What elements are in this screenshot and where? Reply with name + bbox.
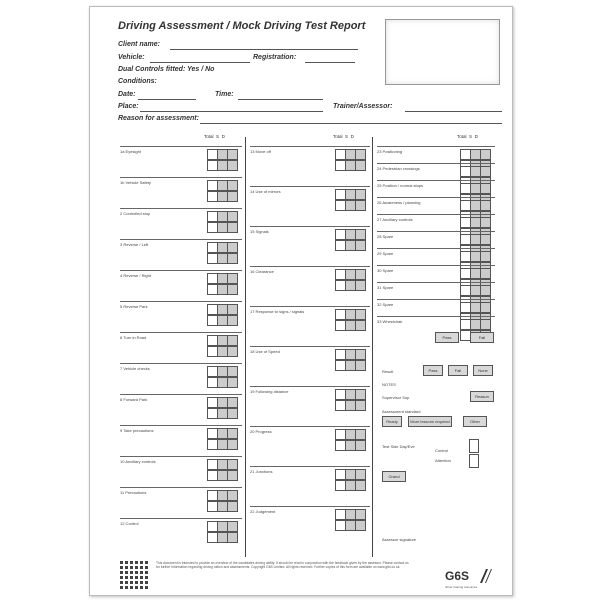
item-divider	[377, 299, 495, 300]
score-box-d[interactable]	[480, 149, 491, 160]
assessment-item-label: 13 Move off	[250, 149, 271, 154]
assessment-item-label: 19 Following distance	[250, 389, 289, 394]
score-box-d[interactable]	[227, 315, 238, 326]
item-divider	[377, 180, 495, 181]
item-divider	[120, 363, 242, 364]
assessment-item-label: 21 Junctions	[250, 469, 273, 474]
photo-box	[385, 19, 500, 85]
score-boxes	[461, 251, 491, 262]
assessment-item-label: 23 Positioning	[377, 149, 403, 154]
score-boxes	[461, 149, 491, 160]
assessment-item-label: 11 Precautions	[120, 490, 147, 495]
item-divider	[120, 518, 242, 519]
score-boxes	[336, 229, 366, 240]
score-boxes	[336, 280, 366, 291]
assessment-item-label: 17 Response to signs / signals	[250, 309, 305, 314]
score-boxes	[461, 166, 491, 177]
score-box-d[interactable]	[355, 309, 366, 320]
item-divider	[120, 456, 242, 457]
score-box-d[interactable]	[227, 335, 238, 346]
score-boxes	[336, 509, 366, 520]
trainer-field[interactable]	[405, 111, 502, 112]
dual-controls-label: Dual Controls fitted: Yes / No	[118, 66, 215, 73]
score-boxes	[461, 319, 491, 330]
score-box-d[interactable]	[355, 480, 366, 491]
footer-text: This document is intended to provide an overview of the candidates driving ability. It should be read in conjunction with the feedback given by the assessor. Please contact us for further information regarding driving tuition and assessments. Copyright G6S Limited. All rights reserved. Further copies of this form are available on www.g6s.co.uk	[156, 561, 409, 570]
score-box-d[interactable]	[480, 166, 491, 177]
item-divider	[120, 394, 242, 395]
score-boxes	[208, 180, 238, 191]
result-pass-button[interactable]: Pass	[423, 365, 443, 376]
column-divider	[372, 137, 373, 557]
score-boxes	[336, 400, 366, 411]
score-boxes	[461, 268, 491, 279]
score-boxes	[461, 200, 491, 211]
score-boxes	[336, 149, 366, 160]
score-box-d[interactable]	[227, 532, 238, 543]
item-divider	[377, 282, 495, 283]
score-boxes	[208, 149, 238, 160]
supervisor-label: Supervisor Sup	[382, 395, 410, 400]
registration-label: Registration:	[253, 54, 297, 61]
assessment-item-label: 32 Spare	[377, 302, 394, 307]
score-boxes	[336, 520, 366, 531]
qr-code	[120, 559, 150, 589]
score-boxes	[461, 234, 491, 245]
score-boxes	[208, 521, 238, 532]
item-divider	[377, 214, 495, 215]
control-label: Control	[435, 448, 448, 453]
score-box-d[interactable]	[355, 520, 366, 531]
item-divider	[250, 506, 370, 507]
score-box-d[interactable]	[355, 280, 366, 291]
score-box-d[interactable]	[227, 490, 238, 501]
place-label: Place:	[118, 103, 139, 110]
assessment-item-label: 25 Position / normal stops	[377, 183, 424, 188]
item-divider	[250, 346, 370, 347]
column-divider	[245, 137, 246, 557]
notes-label: NOTES	[382, 382, 396, 387]
client-name-label: Client name:	[118, 41, 161, 48]
assessment-item-label: 9 Take precautions	[120, 428, 154, 433]
time-label: Time:	[215, 91, 234, 98]
assessment-item-label: 8 Forward Park	[120, 397, 148, 402]
assessment-item-label: 24 Pedestrian crossings	[377, 166, 420, 171]
assessment-item-label: 15 Signals	[250, 229, 269, 234]
score-boxes	[208, 366, 238, 377]
score-box-d[interactable]	[355, 240, 366, 251]
score-boxes	[461, 285, 491, 296]
score-box-d[interactable]	[227, 470, 238, 481]
assessment-item-label: 27 Ancillary controls	[377, 217, 413, 222]
score-boxes	[336, 269, 366, 280]
ready-button[interactable]: Ready	[382, 416, 402, 427]
score-box-d[interactable]	[227, 191, 238, 202]
assessment-item-label: 28 Spare	[377, 234, 394, 239]
item-divider	[250, 306, 370, 307]
test-side-box[interactable]	[469, 439, 479, 453]
assessment-item-label: 2 Controlled stop	[120, 211, 151, 216]
item-divider	[120, 146, 242, 147]
score-boxes	[461, 183, 491, 194]
score-box-d[interactable]	[480, 251, 491, 262]
item-divider	[377, 231, 495, 232]
score-boxes	[208, 459, 238, 470]
score-boxes	[336, 429, 366, 440]
score-boxes	[336, 440, 366, 451]
score-box-d[interactable]	[480, 200, 491, 211]
score-box-d[interactable]	[227, 284, 238, 295]
result-fail-button[interactable]: Fail	[448, 365, 468, 376]
item-divider	[120, 487, 242, 488]
score-boxes	[336, 309, 366, 320]
score-box-d[interactable]	[355, 189, 366, 200]
assessment-item-label: 6 Turn in Road	[120, 335, 147, 340]
score-boxes	[208, 470, 238, 481]
item-divider	[377, 248, 495, 249]
assessment-standard-label: Assessment standard	[382, 409, 421, 414]
score-box-d[interactable]	[227, 222, 238, 233]
reason-field[interactable]	[200, 123, 502, 124]
score-boxes	[208, 160, 238, 171]
item-divider	[377, 146, 495, 147]
score-boxes	[336, 240, 366, 251]
col2-header: Total S D	[333, 134, 354, 139]
score-box-d[interactable]	[227, 377, 238, 388]
result-label: Result	[382, 369, 394, 374]
score-box-d[interactable]	[227, 253, 238, 264]
item-divider	[250, 226, 370, 227]
score-boxes	[336, 360, 366, 371]
assessment-item-label: 14 Use of mirrors	[250, 189, 281, 194]
assessment-item-label: 33 Wheelchair	[377, 319, 403, 324]
vehicle-label: Vehicle:	[118, 54, 145, 61]
score-boxes	[208, 397, 238, 408]
score-box-d[interactable]	[227, 242, 238, 253]
eco-pass-button[interactable]: Pass	[435, 332, 459, 343]
score-boxes	[336, 480, 366, 491]
score-box-d[interactable]	[355, 440, 366, 451]
registration-field[interactable]	[305, 62, 355, 63]
score-box-d[interactable]	[355, 160, 366, 171]
score-box-d[interactable]	[355, 389, 366, 400]
report-sheet	[89, 6, 513, 596]
assessment-item-label: 10 Ancillary controls	[120, 459, 156, 464]
assessment-item-label: 16 Clearance	[250, 269, 274, 274]
item-divider	[120, 177, 242, 178]
score-box-d[interactable]	[227, 501, 238, 512]
assessment-item-label: 29 Spare	[377, 251, 394, 256]
score-boxes	[208, 377, 238, 388]
item-divider	[250, 146, 370, 147]
col3-header: Total S D	[457, 134, 478, 139]
score-box-d[interactable]	[227, 521, 238, 532]
score-boxes	[336, 320, 366, 331]
score-box-d[interactable]	[227, 211, 238, 222]
time-field[interactable]	[238, 99, 323, 100]
assessment-item-label: 18 Use of Speed	[250, 349, 280, 354]
score-boxes	[336, 389, 366, 400]
score-box-d[interactable]	[227, 180, 238, 191]
date-label: Date:	[118, 91, 136, 98]
score-box-d[interactable]	[227, 346, 238, 357]
score-box-d[interactable]	[355, 469, 366, 480]
score-box-d[interactable]	[480, 268, 491, 279]
score-box-d[interactable]	[227, 397, 238, 408]
score-boxes	[336, 160, 366, 171]
assessment-item-label: 26 Awareness / planning	[377, 200, 421, 205]
more-lessons-button[interactable]: More lessons required	[408, 416, 452, 427]
g6s-logo-mark	[478, 569, 492, 583]
assessment-item-label: 3 Reverse / Left	[120, 242, 149, 247]
test-side-label: Test Side Day/Eve	[382, 444, 415, 449]
g6s-logo: G6S	[445, 569, 470, 583]
item-divider	[377, 163, 495, 164]
score-box-d[interactable]	[355, 349, 366, 360]
score-boxes	[208, 439, 238, 450]
assessment-item-label: 20 Progress	[250, 429, 272, 434]
assessment-item-label: 12 Control	[120, 521, 139, 526]
date-field[interactable]	[138, 99, 196, 100]
assessor-signature-label: Assessor signature	[382, 537, 417, 542]
score-box-d[interactable]	[480, 285, 491, 296]
score-boxes	[208, 428, 238, 439]
item-divider	[250, 266, 370, 267]
result-none-button[interactable]: None	[473, 365, 493, 376]
eco-fail-button[interactable]: Fail	[470, 332, 494, 343]
score-box-d[interactable]	[355, 400, 366, 411]
score-boxes	[208, 335, 238, 346]
item-divider	[377, 265, 495, 266]
score-boxes	[208, 501, 238, 512]
report-title: Driving Assessment / Mock Driving Test Report	[118, 20, 366, 32]
score-box-d[interactable]	[480, 183, 491, 194]
score-box-d[interactable]	[227, 160, 238, 171]
score-box-d[interactable]	[355, 269, 366, 280]
score-boxes	[461, 302, 491, 313]
score-box-d[interactable]	[227, 459, 238, 470]
score-box-d[interactable]	[355, 429, 366, 440]
score-boxes	[208, 273, 238, 284]
conditions-label: Conditions:	[118, 78, 157, 85]
score-boxes	[208, 253, 238, 264]
score-boxes	[208, 490, 238, 501]
assessment-item-label: 1a Eyesight	[120, 149, 141, 154]
score-box-d[interactable]	[355, 149, 366, 160]
other-button[interactable]: Other	[463, 416, 487, 427]
score-boxes	[336, 349, 366, 360]
score-boxes	[208, 242, 238, 253]
assessment-item-label: 4 Reverse / Right	[120, 273, 151, 278]
item-divider	[250, 466, 370, 467]
test-side-box[interactable]	[469, 454, 479, 468]
vehicle-field[interactable]	[150, 62, 250, 63]
item-divider	[377, 197, 495, 198]
assessment-item-label: 1b Vehicle Safety	[120, 180, 151, 185]
score-box-d[interactable]	[227, 273, 238, 284]
score-boxes	[208, 211, 238, 222]
score-box-d[interactable]	[227, 408, 238, 419]
item-divider	[250, 426, 370, 427]
reason-button[interactable]: Reason	[470, 391, 494, 402]
trainer-label: Trainer/Assessor:	[333, 103, 393, 110]
item-divider	[120, 208, 242, 209]
score-box-d[interactable]	[227, 304, 238, 315]
item-divider	[250, 186, 370, 187]
score-box-d[interactable]	[227, 366, 238, 377]
attention-label: Attention	[435, 458, 451, 463]
score-box-d[interactable]	[480, 217, 491, 228]
item-divider	[120, 239, 242, 240]
grand-button[interactable]: Grand	[382, 471, 406, 482]
item-divider	[120, 425, 242, 426]
score-boxes	[208, 284, 238, 295]
client-name-field[interactable]	[170, 49, 358, 50]
item-divider	[120, 270, 242, 271]
assessment-item-label: 22 Judgement	[250, 509, 276, 514]
score-box-d[interactable]	[355, 229, 366, 240]
logo-tagline: driver training resources	[445, 585, 478, 589]
col1-header: Total S D	[204, 134, 225, 139]
score-boxes	[208, 304, 238, 315]
assessment-item-label: 5 Reverse Park	[120, 304, 148, 309]
score-boxes	[336, 469, 366, 480]
score-box-d[interactable]	[480, 302, 491, 313]
score-box-d[interactable]	[355, 509, 366, 520]
assessment-item-label: 31 Spare	[377, 285, 394, 290]
score-box-d[interactable]	[480, 234, 491, 245]
score-boxes	[208, 408, 238, 419]
score-box-d[interactable]	[227, 149, 238, 160]
item-divider	[250, 386, 370, 387]
score-box-d[interactable]	[355, 360, 366, 371]
score-box-d[interactable]	[480, 319, 491, 330]
assessment-item-label: 7 Vehicle checks	[120, 366, 150, 371]
score-box-d[interactable]	[227, 428, 238, 439]
score-boxes	[208, 315, 238, 326]
score-boxes	[208, 222, 238, 233]
place-field[interactable]	[140, 111, 323, 112]
score-boxes	[336, 189, 366, 200]
assessment-item-label: 30 Spare	[377, 268, 394, 273]
score-box-d[interactable]	[355, 200, 366, 211]
score-box-d[interactable]	[227, 439, 238, 450]
item-divider	[377, 316, 495, 317]
score-boxes	[208, 346, 238, 357]
item-divider	[120, 332, 242, 333]
item-divider	[120, 301, 242, 302]
score-boxes	[336, 200, 366, 211]
score-box-d[interactable]	[355, 320, 366, 331]
score-boxes	[208, 532, 238, 543]
score-boxes	[208, 191, 238, 202]
score-boxes	[461, 217, 491, 228]
reason-label: Reason for assessment:	[118, 115, 199, 122]
